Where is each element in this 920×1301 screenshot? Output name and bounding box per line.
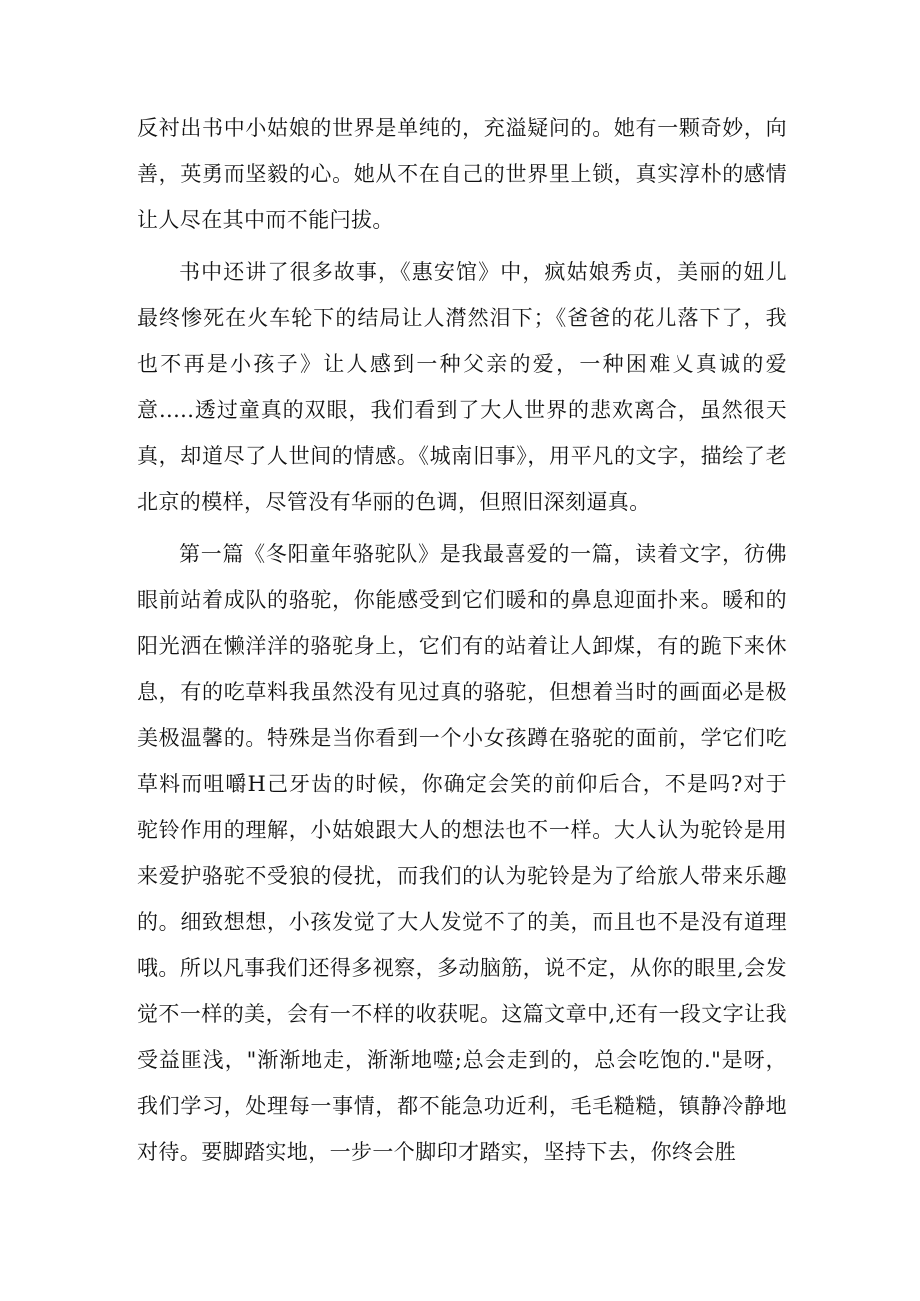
paragraph-1: 反衬出书中小姑娘的世界是单纯的，充溢疑问的。她有一颗奇妙，向善，英勇而坚毅的心。她从不在自己的世界里上锁，真实淳朴的感情让人尽在其中而不能闩拔。 <box>137 116 787 232</box>
document-body <box>137 105 787 1175</box>
paragraph-3: 第一篇《冬阳童年骆驼队》是我最喜爱的一篇，读着文字，彷佛眼前站着成队的骆驼，你能感受到它们暖和的鼻息迎面扑来。暖和的阳光洒在懒洋洋的骆驼身上，它们有的站着让人卸煤，有的跪下来休息，有的吃草料我虽然没有见过真的骆驼，但想着当时的画面必是极美极温馨的。特殊是当你看到一个小女孩蹲在骆驼的面前，学它们吃草料而咀嚼H己牙齿的时候，你确定会笑的前仰后合，不是吗?对于驼铃作用的理解，小姑娘跟大人的想法也不一样。大人认为驼铃是用来爱护骆驼不受狼的侵扰，而我们的认为驼铃是为了给旅人带来乐趣的。细致想想，小孩发觉了大人发觉不了的美，而且也不是没有道理哦。所以凡事我们还得多视察，多动脑筋，说不定，从你的眼里,会发觉不一样的美，会有一不样的收获呢。这篇文章中,还有一段文字让我受益匪浅，"渐渐地走，渐渐地噬;总会走到的，总会吃饱的."是呀，我们学习，处理每一事情，都不能急功近利，毛毛糙糙，镇静冷静地对待。要脚踏实地，一步一个脚印才踏实，坚持下去，你终会胜 <box>137 542 787 1164</box>
paragraph-2: 书中还讲了很多故事，《惠安馆》中，疯姑娘秀贞，美丽的妞儿最终惨死在火车轮下的结局让人潸然泪下；《爸爸的花儿落下了，我也不再是小孩子》让人感到一种父亲的爱，一种困难乂真诚的爱意.....透过童真的双眼，我们看到了大人世界的悲欢离合，虽然很天真，却道尽了人世间的情感。《城南旧事》，用平凡的文字，描绘了老北京的模样，尽管没有华丽的色调，但照旧深刻逼真。 <box>137 260 787 514</box>
